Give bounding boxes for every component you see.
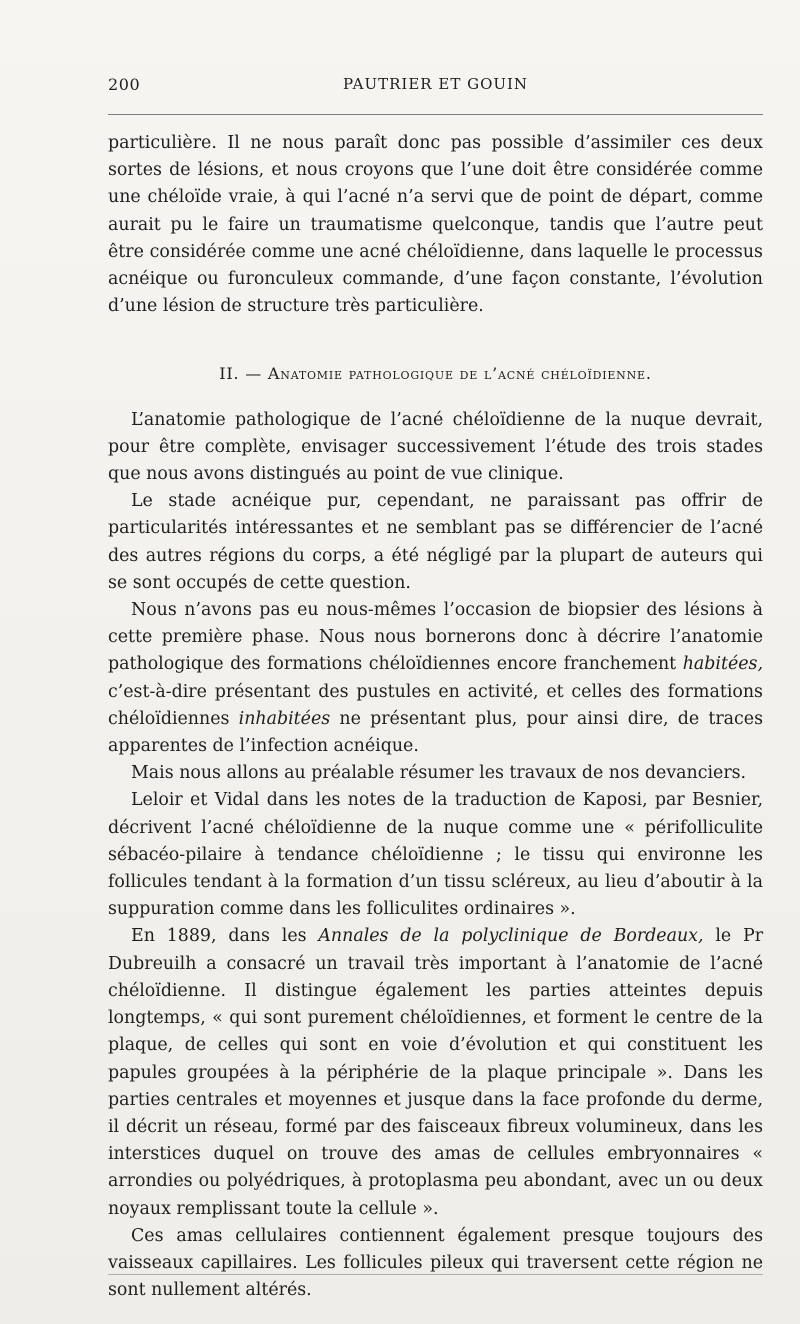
header-rule <box>108 114 763 115</box>
paragraph-biopsy-italic-habitees: habitées, <box>682 654 763 675</box>
paragraph-dubreuilh <box>108 923 763 1222</box>
running-head: PAUTRIER ET GOUIN <box>342 75 529 93</box>
paragraph-intro: particulière. Il ne nous paraît donc pas possible d’assimiler ces deux sortes de lésions, et nous croyons que l’une doit être considérée comme une chéloïde vraie, à qui l’acné n’a servi que de point de départ, comme aurait pu le faire un traumatisme quelconque, tandis que l’autre peut être considérée comme une acné chéloïdienne, dans laquelle le processus acnéique ou furonculeux commande, d’une façon constante, l’évolution d’une lésion de structure très particulière. <box>108 133 763 317</box>
paragraph-dubreuilh-text-end: le Pr Dubreuilh a consacré un travail très important à l’anatomie de l’acné chéloïdienne. Il distingue également les parties atteintes depuis longtemps, « qui sont purement chéloïdiennes, et forment le centre de la plaque, de celles qui sont en voie d’évolution et qui constituent les papules groupées à la périphérie de la plaque principale ». Dans les parties centrales et moyennes et jusque dans la face profonde du derme, il décrit un réseau, formé par des faisceaux fibreux volumineux, dans les interstices duquel on trouve des amas de cellules embryonnaires « arrondies ou polyédriques, à protoplasma peu abondant, avec un ou deux noyaux remplissant toute la cellule ». <box>108 926 764 1219</box>
paragraph-acneic-stage: Le stade acnéique pur, cependant, ne paraissant pas offrir de particularités intéressantes et ne semblant pas se différencier de l’acné des autres régions du corps, a été négligé par la plupart de auteurs qui se sont occupés de cette question. <box>108 491 763 593</box>
paragraph-dubreuilh-italic-annales: Annales de la polyclinique de Bordeaux, <box>318 926 704 947</box>
paragraph-leloir-vidal: Leloir et Vidal dans les notes de la traduction de Kaposi, par Besnier, décrivent l’acné chéloïdienne de la nuque comme une « périfolliculite sébacéo-pilaire à tendance chéloïdienne ; le tissu qui environne les follicules tendant à la formation d’un tissu scléreux, au lieu d’aboutir à la suppuration comme dans les folliculites ordinaires ». <box>108 790 763 920</box>
page-header <box>108 75 763 99</box>
paragraph-biopsy <box>108 597 763 760</box>
page-number: 200 <box>108 75 141 94</box>
paragraph-previous-work: Mais nous allons au préalable résumer les travaux de nos devanciers. <box>131 763 747 784</box>
paragraph-anatomy-intro: L’anatomie pathologique de l’acné chéloïdienne de la nuque devrait, pour être complète, envisager successivement l’étude des trois stades que nous avons distingués au point de vue clinique. <box>108 409 763 485</box>
paragraph-biopsy-text-start: Nous n’avons pas eu nous-mêmes l’occasion de biopsier des lésions à cette première phase. Nous nous bornerons donc à décrire l’anatomie pathologique des formations chéloïdiennes encore franchement <box>108 600 763 675</box>
paragraph-biopsy-text-middle: c’est-à-dire présentant des pustules en activité, et celles des formations chéloïdiennes <box>108 681 763 729</box>
section-heading: II. — Anatomie pathologique de l’acné chéloïdienne. <box>219 364 652 384</box>
page-bottom-line <box>108 1274 763 1275</box>
paragraph-biopsy-text-end: ne présentant plus, pour ainsi dire, de traces apparentes de l’infection acnéique. <box>108 708 763 757</box>
paragraph-dubreuilh-text-start: En 1889, dans les <box>131 926 319 947</box>
page-body <box>108 130 763 1304</box>
paragraph-cell-clusters: Ces amas cellulaires contiennent également presque toujours des vaisseaux capillaires. Les follicules pileux qui traversent cette région ne sont nullement altérés. <box>108 1225 763 1301</box>
paragraph-biopsy-italic-inhabitees: inhabitées <box>238 708 331 729</box>
